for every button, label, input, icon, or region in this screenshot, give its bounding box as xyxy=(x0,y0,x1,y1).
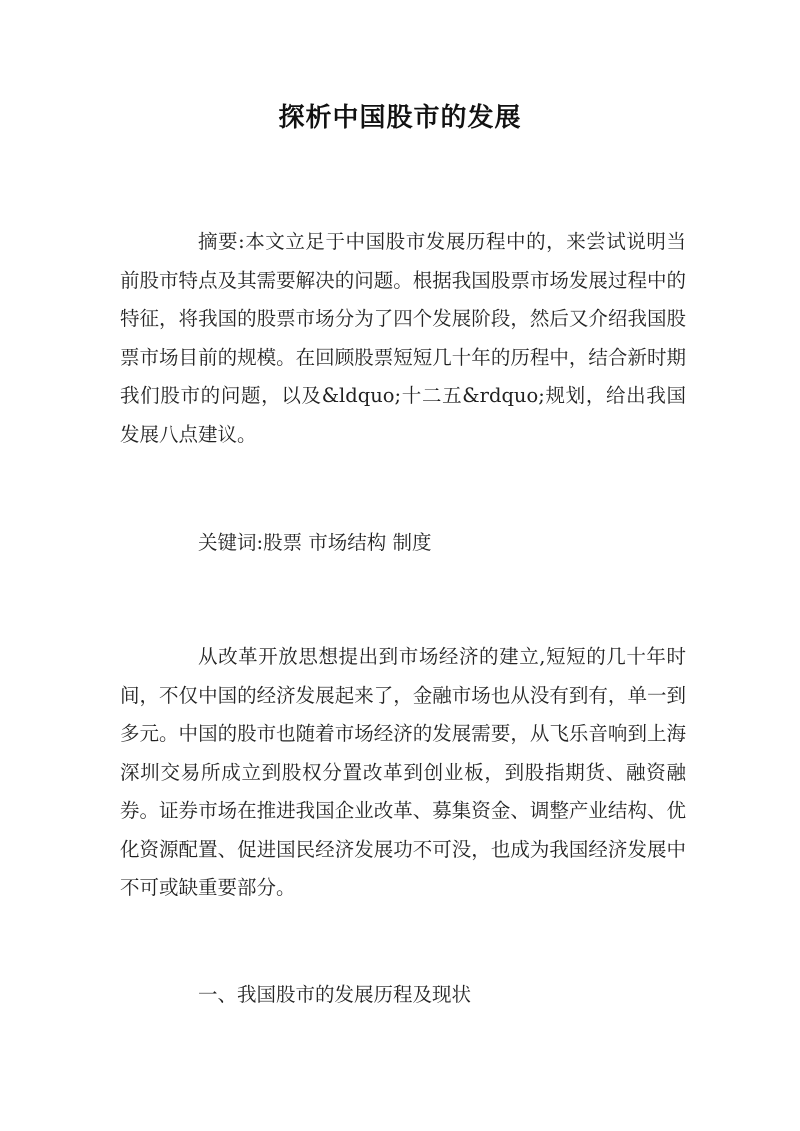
intro-paragraph: 从改革开放思想提出到市场经济的建立,短短的几十年时间，不仅中国的经济发展起来了，金融市场也从没有到有，单一到多元。中国的股市也随着市场经济的发展需要，从飞乐音响到上海深圳交易所成立到股权分置改革到创业板，到股指期货、融资融券。证券市场在推进我国企业改革、募集资金、调整产业结构、优化资源配置、促进国民经济发展功不可没，也成为我国经济发展中不可或缺重要部分。 xyxy=(120,645,686,899)
keywords-line: 关键词:股票 市场结构 制度 xyxy=(198,531,432,554)
section-heading: 一、我国股市的发展历程及现状 xyxy=(198,983,472,1006)
abstract-paragraph: 摘要:本文立足于中国股市发展历程中的，来尝试说明当前股市特点及其需要解决的问题。根据我国股票市场发展过程中的特征，将我国的股票市场分为了四个发展阶段，然后又介绍我国股票市场目前的规模。在回顾股票短短几十年的历程中，结合新时期我们股市的问题，以及&ldquo;十二五&rdquo;规划，给出我国发展八点建议。 xyxy=(120,230,686,446)
document-title: 探析中国股市的发展 xyxy=(278,103,522,133)
